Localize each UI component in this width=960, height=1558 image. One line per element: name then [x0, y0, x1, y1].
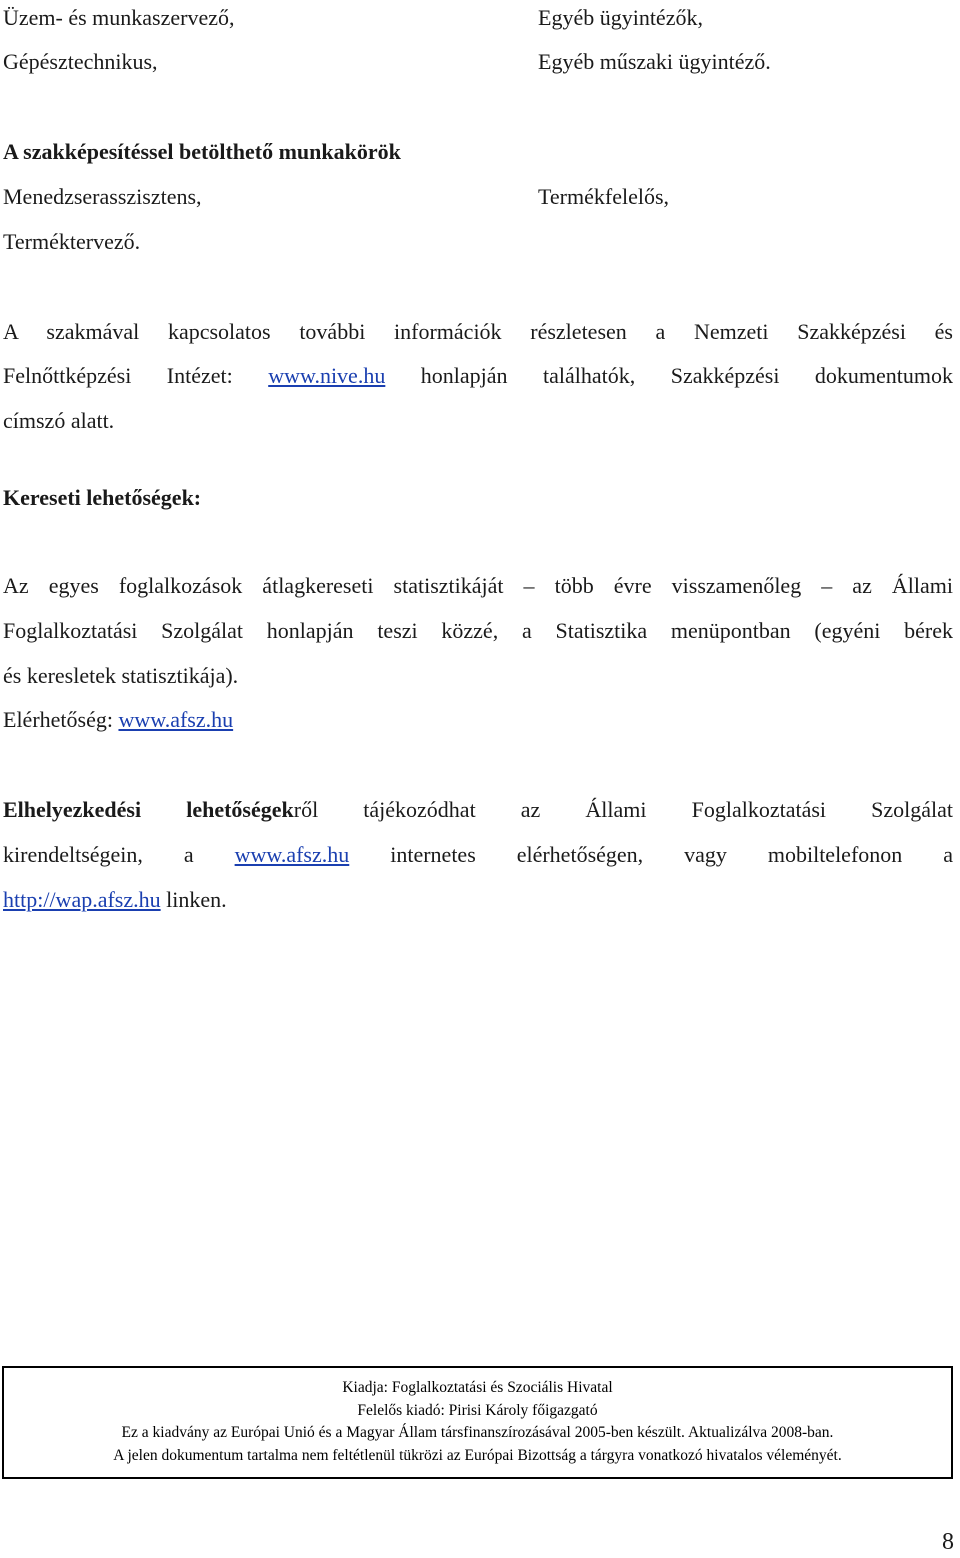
placement-line-2: [3, 841, 953, 869]
position-1: Menedzserasszisztens,: [3, 184, 202, 209]
info-line-2: [3, 362, 953, 390]
footer-responsible: Felelős kiadó: Pirisi Károly főigazgató: [357, 1401, 598, 1419]
placement-line-2-after: internetes elérhetőségen, vagy mobiltelefonon a: [390, 842, 954, 867]
positions-heading: A szakképesítéssel betölthető munkakörök: [3, 139, 401, 164]
earnings-line-2: Foglalkoztatási Szolgálat honlapján teszi közzé, a Statisztika menüpontban (egyéni bérek: [3, 618, 953, 643]
placement-line-3-after: linken.: [166, 887, 227, 912]
afsz-link[interactable]: www.afsz.hu: [118, 707, 234, 732]
info-label: Felnőttképzési Intézet:: [3, 363, 233, 388]
availability-line: [3, 706, 233, 734]
afsz-link-2[interactable]: www.afsz.hu: [234, 842, 350, 867]
job-title-3: Gépésztechnikus,: [3, 49, 158, 74]
placement-line-1: [3, 796, 953, 824]
footer-publisher: Kiadja: Foglalkoztatási és Szociális Hivatal: [342, 1379, 613, 1396]
position-2: Termékfelelős,: [538, 184, 670, 209]
page-number: 8: [942, 1529, 954, 1555]
footer-disclaimer: A jelen dokumentum tartalma nem feltétlenül tükrözi az Európai Bizottság a tárgyra vonatkozó hivatalos véleményét.: [113, 1446, 842, 1464]
position-3: Terméktervező.: [3, 229, 141, 254]
job-title-2: Egyéb ügyintézők,: [538, 5, 703, 30]
info-rest: honlapján találhatók, Szakképzési dokumentumok: [420, 363, 954, 388]
placement-line-3: [3, 886, 227, 914]
job-title-4: Egyéb műszaki ügyintéző.: [538, 49, 771, 74]
footer-box: [2, 1366, 953, 1479]
placement-line-2-before: kirendeltségein, a: [3, 842, 194, 867]
wap-link[interactable]: http://wap.afsz.hu: [3, 887, 161, 912]
placement-bold-1: Elhelyezkedési: [3, 797, 142, 822]
info-line-3: címszó alatt.: [3, 408, 115, 433]
nive-link[interactable]: www.nive.hu: [268, 363, 386, 388]
earnings-line-3: és keresletek statisztikája).: [3, 663, 239, 688]
job-title-1: Üzem- és munkaszervező,: [3, 5, 235, 30]
info-line-1: A szakmával kapcsolatos további információk részletesen a Nemzeti Szakképzési és: [3, 319, 953, 344]
earnings-line-1: Az egyes foglalkozások átlagkereseti statisztikáját – több évre visszamenőleg – az Állami: [3, 573, 953, 598]
placement-line-1-text: ről tájékozódhat az Állami Foglalkoztatási Szolgálat: [293, 797, 954, 822]
footer-funding: Ez a kiadvány az Európai Unió és a Magyar Állam társfinanszírozásával 2005-ben készült. Aktualizálva 2008-ban.: [121, 1424, 834, 1441]
placement-line-1-rest: [186, 797, 953, 822]
earnings-heading: Kereseti lehetőségek:: [3, 485, 202, 510]
availability-label: Elérhetőség:: [3, 707, 113, 732]
placement-bold-2: lehetőségek: [186, 797, 294, 822]
